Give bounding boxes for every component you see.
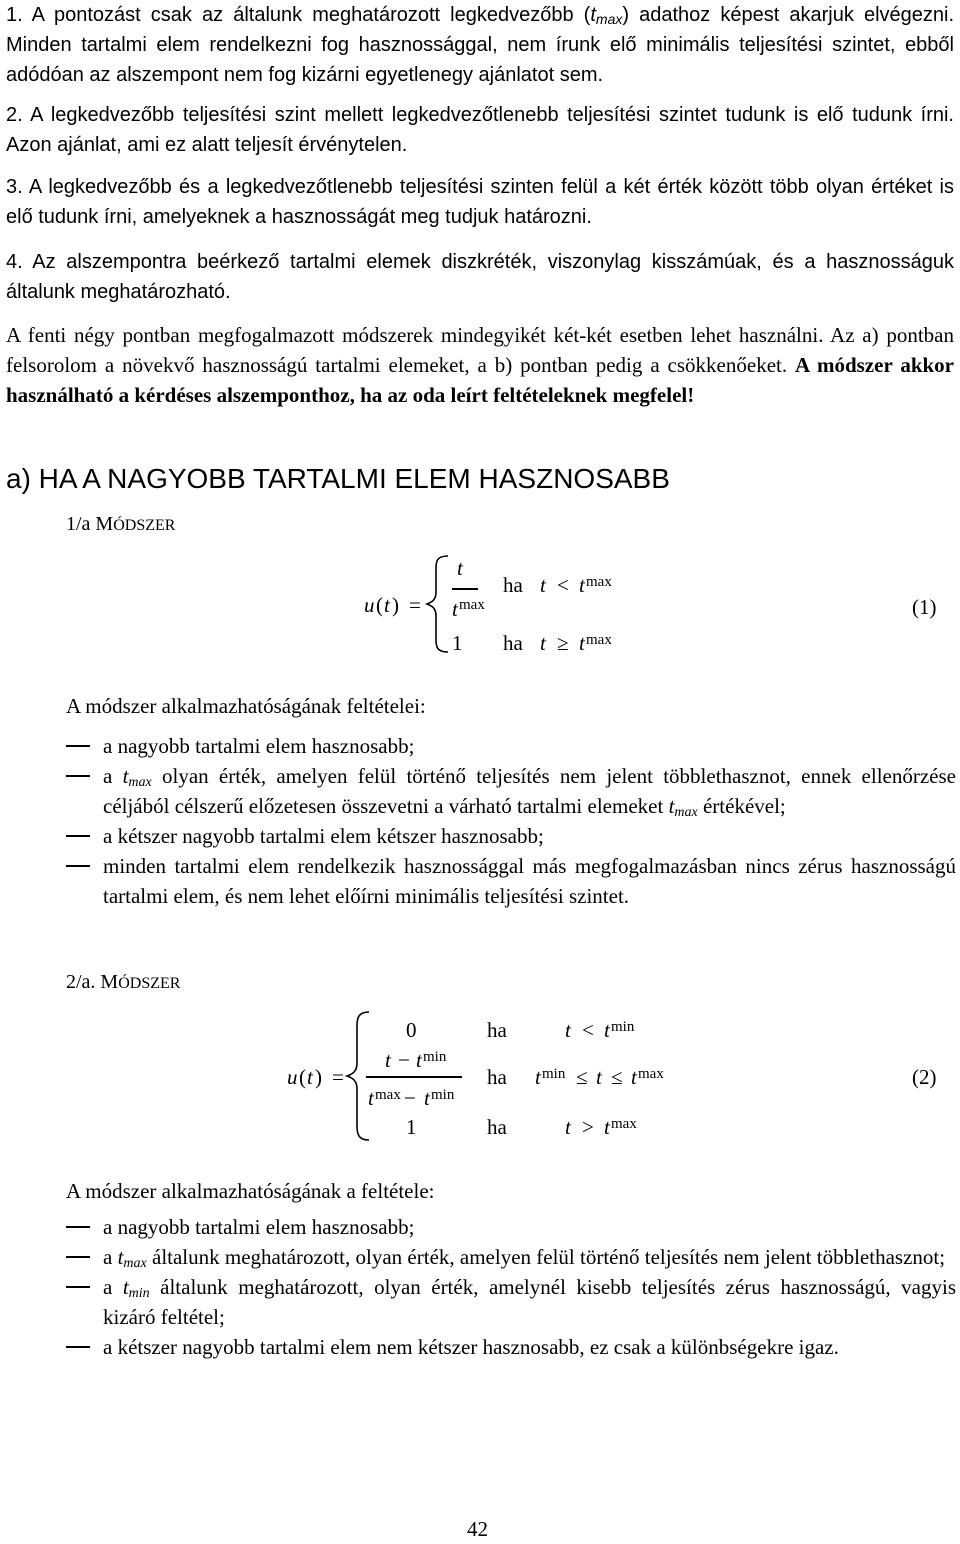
formula-1-cond-2-tmax: t: [579, 631, 585, 655]
formula-2-paren-close: ): [315, 1065, 322, 1089]
paragraph-3: 3. A legkedvezőbb és a legkedvezőtlenebb teljesítési szinten felül a két érték között több olyan értéket is elő tudunk írni, amelyeknek a hasznosságát meg tudjuk határozni.: [6, 176, 954, 228]
formula-2-one: 1: [406, 1115, 417, 1139]
page-number: 42: [467, 1517, 488, 1541]
formula-2-zero: 0: [406, 1018, 417, 1042]
formula-2-cond-2-op-1: ≤: [576, 1065, 588, 1089]
formula-2-cond-1-op: <: [582, 1018, 594, 1042]
paragraph-5: A fenti négy pontban megfogalmazott módszerek mindegyikét két-két esetben lehet használni. Az a) pontban felsorolom a növekvő hasznosságú tartalmi elemeket, a b) pontban pedig a csökkenőeket. A módszer akkor használható a kérdéses alszemponthoz, ha az oda leírt feltételeknek megfelel!: [6, 323, 954, 407]
equation-number-2: (2): [912, 1065, 937, 1089]
formula-2-fraction-bar: [366, 1076, 462, 1078]
paragraph-2: 2. A legkedvezőbb teljesítési szint mellett legkedvezőtlenebb teljesítési szintet tudunk is elő tudunk írni. Azon ajánlat, ami ez alatt teljesít érvénytelen.: [6, 104, 954, 156]
dash-bullet: [66, 1346, 90, 1348]
formula-1-paren-close: ): [392, 593, 399, 617]
formula-2-cond-1-t: t: [565, 1018, 571, 1042]
formula-2-den-tmin: t: [424, 1086, 430, 1110]
formula-1-numerator: t: [457, 556, 463, 580]
formula-2-cond-2-tmax: t: [631, 1065, 637, 1089]
dash-bullet: [66, 1226, 90, 1228]
formula-2-paren-open: (: [299, 1065, 306, 1089]
formula-2-cond-2-t: t: [596, 1065, 602, 1089]
paragraph-1: 1. A pontozást csak az általunk meghatározott legkedvezőbb $(t_{max})$ adathoz képest akarjuk elvégezni. Minden tartalmi elem rendelkezni fog hasznossággal, nem írunk elő minimális teljesítési szintet, ebből adódóan az alszempont nem fog kizárni egyetlenegy ajánlatot sem.: [6, 4, 955, 86]
formula-1-u: u: [364, 593, 375, 617]
formula-1-one: 1: [452, 631, 463, 655]
list-item: a kétszer nagyobb tartalmi elem nem kétszer hasznosabb, ez csak a különbségekre igaz.: [66, 1332, 956, 1362]
formula-2-cond-2-op-2: ≤: [611, 1065, 623, 1089]
formula-2-ha-3: ha: [487, 1115, 507, 1139]
formula-2-cond-3-t: t: [565, 1115, 571, 1139]
formula-1-denominator: t: [452, 597, 458, 621]
formula-2-cond-1-tmin: t: [604, 1018, 610, 1042]
formula-1-cond-1-tmax: t: [579, 573, 585, 597]
formula-1-ha-2: ha: [503, 631, 523, 655]
formula-2-num-minus: −: [398, 1048, 410, 1072]
list-item: a $t_{max}$ általunk meghatározott, olyan érték, amelyen felül történő teljesítés nem jelent többlethasznot;: [66, 1242, 956, 1272]
equation-number-1: (1): [912, 595, 937, 619]
formula-1-ha-1: ha: [503, 573, 523, 597]
formula-2-equals: =: [332, 1065, 344, 1089]
list-item: a nagyobb tartalmi elem hasznosabb;: [66, 1212, 956, 1242]
dash-bullet: [66, 1256, 90, 1258]
dash-bullet: [66, 1286, 90, 1288]
method-2-conditions-list: [66, 1212, 956, 1362]
formula-1-cond-1-op: <: [557, 573, 569, 597]
section-heading: a) HA A NAGYOBB TARTALMI ELEM HASZNOSABB: [6, 463, 670, 494]
document-page: 1. A pontozást csak az általunk meghatározott legkedvezőbb $(t_{max})$ adathoz képest akarjuk elvégezni. Minden tartalmi elem rendelkezni fog hasznossággal, nem írunk elő minimális teljesítési szintet, ebből adódóan az alszempont nem fog kizárni egyetlenegy ajánlatot sem. 2. A legkedvezőbb teljesítési szint mellett legkedvezőtlenebb teljesítési szintet tudunk is elő tudunk írni. Azon ajánlat, ami ez alatt teljesít érvénytelen. 3. A legkedvezőbb és a legkedvezőtlenebb teljesítési szinten felül a két érték között több olyan értéket is elő tudunk írni, amelyeknek a hasznosságát meg tudjuk határozni. 4. Az alszempontra beérkező tartalmi elemek diszkréték, viszonylag kisszámúak, és a hasznosságuk általunk meghatározható. A fenti négy pontban megfogalmazott módszerek mindegyikét két-két esetben lehet használni. Az a) pontban felsorolom a növekvő hasznosságú tartalmi elemeket, a b) pontban pedig a csökkenőeket. A módszer akkor használható a kérdéses alszemponthoz, ha az oda leírt feltételeknek megfelel! a) HA A NAGYOBB TARTALMI ELEM HASZNOSABB 1/a MÓDSZER u ( t ) = t t max ha t < t max 1 ha t ≥ t max (1) A módszer alkalmazhatóságának feltételei: a nagyobb tartalmi elem hasznosabb; a $t_{max}$ olyan érték, amelyen felül történő teljesítés nem jelent többlethasznot, ennek ellenőrzése céljából célszerű előzetesen összevetni a várható tartalmi elemeket $t_{max}$ értékével; a kétszer nagyobb tartalmi elem kétszer hasznosabb; minden tartalmi elem rendelkezik hasznossággal más megfogalmazásban nincs zérus hasznosságú tartalmi elem, és nem lehet előírni minimális teljesítési szintet. 2/a. MÓDSZER u ( t ) = 0 ha t < t min t − t min t max − t min ha t min ≤ t ≤ t max 1 ha t > t max (2) A módszer alkalmazhatóságának a feltétele: a nagyobb tartalmi elem hasznosabb; a $t_{max}$ általunk meghatározott, olyan érték, amelyen felül történő teljesítés nem jelent többlethasznot; a $t_{min}$ általunk meghatározott, olyan érték, amelynél kisebb teljesítés zérus hasznosságú, vagyis kizáró feltétel; a kétszer nagyobb tartalmi elem nem kétszer hasznosabb, ez csak a különbségekre igaz. 42: [0, 0, 960, 1537]
formula-2-cond-2-tmin: t: [535, 1065, 541, 1089]
formula-2-num-tmin: t: [416, 1048, 422, 1072]
formula-2-den-tmax: t: [368, 1086, 374, 1110]
paragraph-4: 4. Az alszempontra beérkező tartalmi elemek diszkréték, viszonylag kisszámúak, és a hasznosságuk általunk meghatározható.: [6, 251, 954, 303]
formula-2-cond-3-tmax: t: [604, 1115, 610, 1139]
formula-1-t: t: [384, 593, 390, 617]
formula-1-cond-2-op: ≥: [557, 631, 569, 655]
formula-2-num-t: t: [385, 1048, 391, 1072]
formula-2-cond-3-op: >: [582, 1115, 594, 1139]
formula-1-cond-2-t: t: [540, 631, 546, 655]
method-1-conditions-title: A módszer alkalmazhatóságának feltételei:: [66, 694, 426, 718]
formula-1-equals: =: [409, 593, 421, 617]
list-item: a nagyobb tartalmi elem hasznosabb;: [66, 731, 956, 761]
formula-1-paren-open: (: [376, 593, 383, 617]
list-item: a kétszer nagyobb tartalmi elem kétszer hasznosabb;: [66, 821, 956, 851]
formula-2-den-minus: −: [404, 1086, 416, 1110]
formula-2-ha-1: ha: [487, 1018, 507, 1042]
method-2-title: 2/a. MÓDSZER: [66, 971, 181, 993]
formula-2-u: u: [287, 1065, 298, 1089]
formula-1-cond-1-t: t: [540, 573, 546, 597]
formula-2-t: t: [307, 1065, 313, 1089]
method-2-conditions-title: A módszer alkalmazhatóságának a feltétele:: [66, 1179, 435, 1203]
list-item: a $t_{max}$ olyan érték, amelyen felül történő teljesítés nem jelent többlethasznot, ennek ellenőrzése céljából célszerű előzetesen összevetni a várható tartalmi elemeket $t_{max}$ értékével;: [66, 761, 956, 821]
list-item: minden tartalmi elem rendelkezik hasznossággal más megfogalmazásban nincs zérus hasznosságú tartalmi elem, és nem lehet előírni minimális teljesítési szintet.: [66, 851, 956, 911]
formula-2-ha-2: ha: [487, 1065, 507, 1089]
list-item: a $t_{min}$ általunk meghatározott, olyan érték, amelynél kisebb teljesítés zérus hasznosságú, vagyis kizáró feltétel;: [66, 1272, 956, 1332]
method-1-title: 1/a MÓDSZER: [66, 513, 176, 535]
